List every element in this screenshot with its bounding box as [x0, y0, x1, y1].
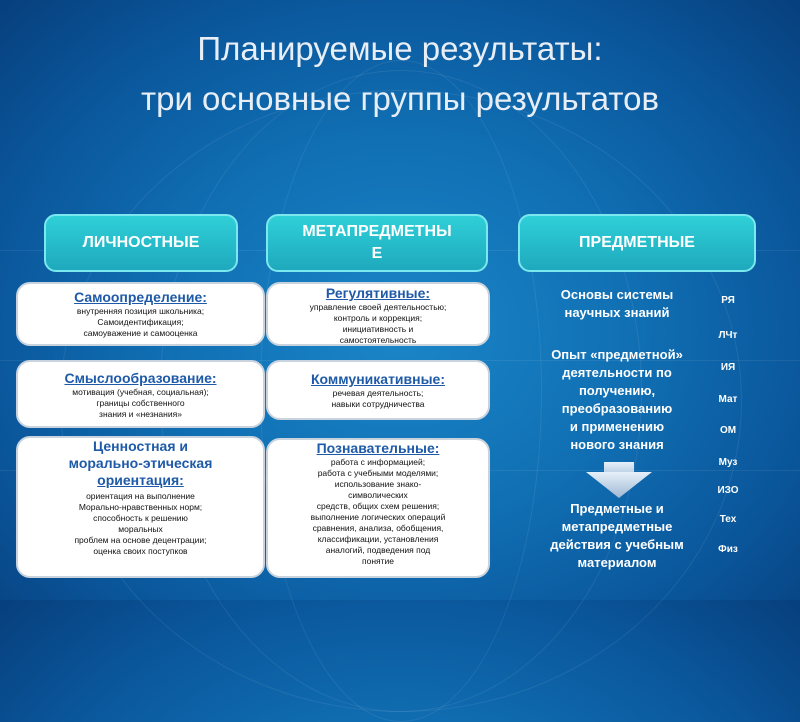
subject-abbr: Муз	[718, 457, 738, 468]
header-personal	[44, 214, 238, 272]
subject-abbr: ИЗО	[717, 485, 739, 496]
text-line: преобразованию	[561, 401, 673, 416]
header-meta-line2: Е	[371, 245, 383, 262]
text-line: материалом	[577, 555, 657, 570]
box-cognitive	[266, 438, 490, 578]
text-line: получению,	[578, 383, 656, 398]
box-line: внутренняя позиция школьника;	[76, 306, 205, 316]
subject-abbr: Физ	[718, 544, 738, 555]
box-heading-line: ориентация:	[97, 472, 184, 488]
box-line: мотивация (учебная, социальная);	[72, 387, 209, 397]
box-communicative	[266, 360, 490, 420]
box-line: управление своей деятельностью;	[309, 302, 447, 312]
header-personal-label: ЛИЧНОСТНЫЕ	[82, 234, 200, 251]
box-heading: Коммуникативные:	[310, 371, 445, 387]
slide-title-line1: Планируемые результаты:	[197, 30, 603, 67]
box-line: символических	[348, 490, 408, 500]
header-subject	[518, 214, 756, 272]
box-line: знания и «незнания»	[99, 409, 182, 419]
header-subject-label: ПРЕДМЕТНЫЕ	[579, 234, 695, 251]
down-arrow-icon	[586, 472, 652, 498]
slide-title-line2: три основные группы результатов	[140, 80, 660, 117]
box-line: работа с информацией;	[330, 457, 426, 467]
box-line: ориентация на выполнение	[86, 491, 195, 501]
box-line: контроль и коррекция;	[333, 313, 423, 323]
text-line: Предметные и	[570, 501, 664, 516]
text-line: Основы системы	[560, 287, 674, 302]
subject-abbr: Мат	[718, 394, 738, 405]
text-line: Опыт «предметной»	[551, 347, 683, 362]
box-heading: Познавательные:	[316, 440, 440, 456]
box-line: границы собственного	[96, 398, 185, 408]
subject-abbr: ОМ	[719, 425, 737, 436]
box-line: выполнение логических операций	[310, 512, 446, 522]
box-line: речевая деятельность;	[332, 388, 424, 398]
text-line: и применению	[569, 419, 665, 434]
text-line: научных знаний	[564, 305, 670, 320]
box-line: понятие	[362, 556, 394, 566]
subject-text-actions	[522, 500, 712, 572]
box-line: самостоятельность	[339, 335, 417, 345]
text-line: метапредметные	[561, 519, 673, 534]
subject-abbr: ЛЧт	[718, 330, 738, 341]
box-line: аналогий, подведения под	[325, 545, 431, 555]
box-line: способность к решению	[93, 513, 188, 523]
subject-abbr: ИЯ	[720, 362, 736, 373]
box-line: проблем на основе децентрации;	[74, 535, 207, 545]
text-line: действия с учебным	[550, 537, 684, 552]
box-value-orientation	[16, 436, 265, 578]
header-meta-line1: МЕТАПРЕДМЕТНЫ	[302, 223, 452, 240]
box-heading-line: Ценностная и	[92, 438, 188, 454]
box-line: сравнения, анализа, обобщения,	[312, 523, 444, 533]
text-line: деятельности по	[562, 365, 672, 380]
box-line: Морально-нравственных норм;	[78, 502, 203, 512]
subject-text-basics	[522, 286, 712, 322]
box-line: классификации, установления	[317, 534, 439, 544]
subject-text-experience	[522, 346, 712, 454]
text-line: нового знания	[570, 437, 664, 452]
box-regulatory	[266, 282, 490, 346]
box-line: оценка своих поступков	[93, 546, 188, 556]
box-heading: Самоопределение:	[74, 289, 207, 305]
box-line: инициативность и	[342, 324, 414, 334]
box-heading: Смыслообразование:	[64, 370, 217, 386]
subject-abbr: Тех	[719, 514, 737, 525]
box-line: работа с учебными моделями;	[317, 468, 439, 478]
subject-abbr: РЯ	[721, 295, 735, 306]
box-line: Самоидентификация;	[97, 317, 184, 327]
box-line: самоуважение и самооценка	[83, 328, 198, 338]
box-self-determination	[16, 282, 265, 346]
box-line: навыки сотрудничества	[331, 399, 425, 409]
box-heading: Регулятивные:	[325, 285, 431, 301]
box-line: использование знако-	[334, 479, 422, 489]
header-meta	[266, 214, 488, 272]
box-heading-line: морально-этическая	[68, 455, 213, 471]
box-line: моральных	[118, 524, 163, 534]
box-meaning-formation	[16, 360, 265, 428]
box-line: средств, общих схем решения;	[316, 501, 440, 511]
